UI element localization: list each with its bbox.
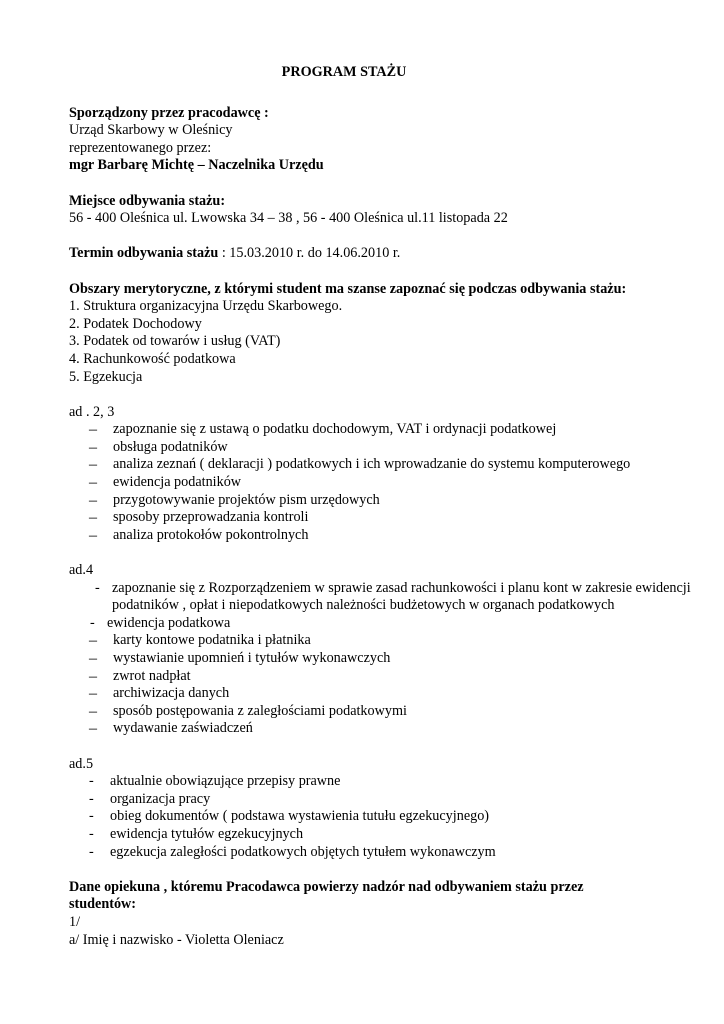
dash-marker: –	[89, 632, 97, 650]
dash-marker: –	[89, 421, 97, 439]
supervisor-name: a/ Imię i nazwisko - Violetta Oleniacz	[69, 931, 284, 948]
list-item: - ewidencja tytułów egzekucyjnych	[89, 825, 304, 842]
term-label: Termin odbywania stażu	[69, 245, 219, 262]
list-item: - organizacja pracy	[89, 790, 211, 807]
prepared-by-label: Sporządzony przez pracodawcę :	[69, 104, 269, 121]
hyphen-marker: -	[89, 773, 94, 790]
dash-marker: –	[89, 509, 97, 527]
dash-marker: –	[89, 667, 97, 685]
ad5-heading: ad.5	[69, 755, 94, 772]
dash-marker: –	[89, 685, 97, 703]
hyphen-marker: -	[89, 790, 94, 807]
ad123-list	[69, 421, 699, 544]
hyphen-marker: -	[89, 843, 94, 860]
list-item: – archiwizacja danych	[89, 685, 230, 703]
list-item: – analiza protokołów pokontrolnych	[89, 526, 309, 544]
place-label: Miejsce odbywania stażu:	[69, 192, 226, 209]
list-item: – karty kontowe podatnika i płatnika	[89, 632, 311, 650]
document-page	[69, 64, 699, 949]
list-item: - ewidencja podatkowa	[90, 614, 231, 631]
list-item: 3. Podatek od towarów i usług (VAT)	[69, 333, 281, 350]
hyphen-marker: -	[90, 614, 95, 631]
dash-marker: –	[89, 720, 97, 738]
list-item: – wystawianie upomnień i tytułów wykonawczych	[89, 650, 391, 667]
list-item: 5. Egzekucja	[69, 368, 143, 385]
list-item: – przygotowywanie projektów pism urzędowych	[89, 491, 380, 509]
dash-marker: –	[89, 438, 97, 456]
list-item: – zapoznanie się z ustawą o podatku dochodowym, VAT i ordynacji podatkowej	[89, 421, 557, 439]
representative-name: mgr Barbarę Michtę – Naczelnika Urzędu	[69, 157, 324, 174]
dash-marker: –	[89, 456, 97, 474]
list-item: – wydawanie zaświadczeń	[89, 720, 253, 738]
hyphen-marker: -	[89, 825, 94, 842]
list-item: - obieg dokumentów ( podstawa wystawienia tutułu egzekucyjnego)	[89, 808, 490, 825]
list-item: 4. Rachunkowość podatkowa	[69, 350, 236, 367]
represented-text: reprezentowanego przez:	[69, 139, 212, 156]
dash-marker: –	[89, 650, 97, 667]
supervisor-number: 1/	[69, 913, 81, 930]
supervisor-label: Dane opiekuna , któremu Pracodawca powierzy nadzór nad odbywaniem stażu przez studentów:	[69, 878, 584, 913]
list-item: – zwrot nadpłat	[89, 667, 191, 685]
list-item: 1. Struktura organizacyjna Urzędu Skarbowego.	[69, 298, 343, 315]
ad4-hyphen-list	[69, 580, 699, 633]
office-name: Urząd Skarbowy w Oleśnicy	[69, 122, 233, 139]
list-item: – ewidencja podatników	[89, 474, 242, 492]
place-value: 56 - 400 Oleśnica ul. Lwowska 34 – 38 , 56 - 400 Oleśnica ul.11 listopada 22	[69, 210, 508, 227]
list-item: - aktualnie obowiązujące przepisy prawne	[89, 773, 341, 790]
list-item: – analiza zeznań ( deklaracji ) podatkowych i ich wprowadzanie do systemu komputerowego	[89, 456, 631, 474]
areas-label: Obszary merytoryczne, z którymi student ma szanse zapoznać się podczas odbywania stażu:	[69, 280, 627, 297]
list-item: – sposoby przeprowadzania kontroli	[89, 509, 309, 527]
list-item: 2. Podatek Dochodowy	[69, 315, 202, 332]
ad4-list	[69, 632, 699, 738]
list-item: – obsługa podatników	[89, 438, 228, 456]
list-item: - zapoznanie się z Rozporządzeniem w sprawie zasad rachunkowości i planu kont w zakresie ewidencji podatników , opłat i niepodatkowych należności budżetowych w organach podatkowych	[95, 579, 691, 614]
hyphen-marker: -	[95, 579, 100, 596]
ad123-heading: ad . 2, 3	[69, 403, 115, 420]
term-line	[69, 245, 699, 263]
list-item: – sposób postępowania z zaległościami podatkowymi	[89, 702, 407, 720]
page-title: PROGRAM STAŻU	[281, 64, 407, 80]
dash-marker: –	[89, 702, 97, 720]
term-value: : 15.03.2010 r. do 14.06.2010 r.	[218, 245, 401, 262]
dash-marker: –	[89, 526, 97, 544]
ad4-heading: ad.4	[69, 562, 94, 579]
hyphen-marker: -	[89, 808, 94, 825]
areas-list	[69, 298, 699, 386]
list-item: - egzekucja zaległości podatkowych objętych tytułem wykonawczym	[89, 843, 496, 860]
dash-marker: –	[89, 474, 97, 492]
ad5-list	[69, 773, 699, 861]
dash-marker: –	[89, 491, 97, 509]
